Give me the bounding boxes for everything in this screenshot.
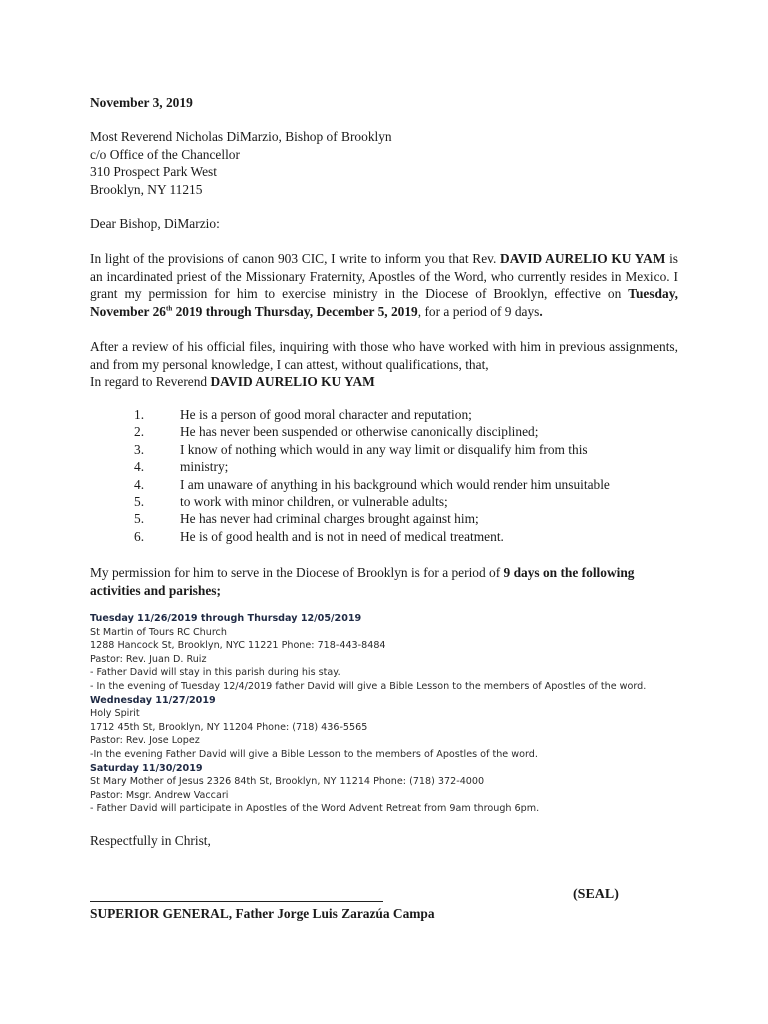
recipient-line: Brooklyn, NY 11215: [90, 181, 203, 197]
recipient-line: c/o Office of the Chancellor: [90, 146, 240, 162]
schedule-line: 1712 45th St, Brooklyn, NY 11204 Phone: (718) 436-5565: [90, 721, 368, 733]
paragraph-schedule-intro: [90, 564, 678, 599]
list-item: [90, 476, 678, 493]
schedule-line: Pastor: Rev. Juan D. Ruiz: [90, 653, 207, 665]
priest-name: DAVID AURELIO KU YAM: [500, 251, 666, 266]
attestation-regard: [90, 373, 678, 391]
letter-date: November 3, 2019: [90, 95, 193, 110]
priest-name: DAVID AURELIO KU YAM: [210, 374, 375, 389]
list-item: [90, 406, 678, 423]
list-item-number: 5.: [134, 511, 145, 527]
list-item: [90, 493, 678, 510]
paragraph-text: In light of the provisions of canon 903 CIC, I write to inform you that Rev.: [90, 251, 501, 266]
paragraph-permission: [90, 250, 678, 320]
list-item-text: I know of nothing which would in any way limit or disqualify him from this: [180, 441, 588, 457]
attestation-text: After a review of his official files, inquiring with those who have worked with him in previous assignments, and from my personal knowledge, I can attest, without qualifications, that,: [90, 339, 678, 372]
attestation-list: [90, 406, 678, 545]
list-item-number: 2.: [134, 424, 145, 440]
paragraph-text: My permission for him to serve in the Diocese of Brooklyn is for a period of: [90, 565, 504, 580]
recipient-address: [90, 128, 678, 198]
list-item-number: 5.: [134, 493, 145, 509]
schedule-line: -In the evening Father David will give a Bible Lesson to the members of Apostles of the word.: [90, 748, 538, 760]
schedule-list: [90, 612, 690, 816]
seal-label: (SEAL): [573, 887, 619, 902]
list-item-number: 6.: [134, 528, 145, 544]
paragraph-attestation: [90, 338, 678, 391]
schedule-line: Holy Spirit: [90, 708, 140, 720]
schedule-line: St Mary Mother of Jesus 2326 84th St, Brooklyn, NY 11214 Phone: (718) 372-4000: [90, 776, 485, 788]
schedule-date-heading: Wednesday 11/27/2019: [90, 694, 216, 706]
list-item: [90, 528, 678, 545]
date-superscript: th: [166, 304, 173, 313]
schedule-line: St Martin of Tours RC Church: [90, 626, 227, 638]
list-item: [90, 441, 678, 458]
paragraph-text: is an incardinated priest of the Missionary Fraternity, Apostles of the Word, who currently resides in Mexico. I grant my permission for him to exercise ministry in the Diocese of Brooklyn, effective on: [90, 251, 678, 301]
schedule-line: - In the evening of Tuesday 12/4/2019 father David will give a Bible Lesson to the members of Apostles of the word.: [90, 680, 647, 692]
schedule-line: - Father David will participate in Apostles of the Word Advent Retreat from 9am through 6pm.: [90, 803, 540, 815]
schedule-line: 1288 Hancock St, Brooklyn, NYC 11221 Phone: 718-443-8484: [90, 640, 386, 652]
list-item-text: He is of good health and is not in need of medical treatment.: [180, 528, 504, 544]
list-item-text: I am unaware of anything in his background which would render him unsuitable: [180, 476, 610, 492]
list-item-number: 4.: [134, 459, 145, 475]
list-item: [90, 510, 678, 527]
list-item-number: 3.: [134, 441, 145, 457]
list-item-text: He has never had criminal charges brought against him;: [180, 511, 479, 527]
schedule-date-heading: Saturday 11/30/2019: [90, 762, 203, 774]
list-item-text: He is a person of good moral character and reputation;: [180, 407, 472, 422]
paragraph-bold-text: 9 days on the following activities and parishes;: [90, 565, 635, 598]
salutation: Dear Bishop, DiMarzio:: [90, 216, 220, 231]
list-item: [90, 458, 678, 475]
schedule-line: - Father David will stay in this parish during his stay.: [90, 667, 341, 679]
end-date: 2019 through Thursday, December 5, 2019: [172, 303, 418, 319]
schedule-line: Pastor: Rev. Jose Lopez: [90, 735, 200, 747]
closing: Respectfully in Christ,: [90, 833, 211, 848]
signature-name: SUPERIOR GENERAL, Father Jorge Luis Zarazúa Campa: [90, 906, 435, 921]
list-item-number: 1.: [134, 407, 145, 422]
list-item-text: ministry;: [180, 459, 229, 475]
list-item: [90, 423, 678, 440]
list-item-number: 4.: [134, 476, 145, 492]
list-item-text: He has never been suspended or otherwise canonically disciplined;: [180, 424, 539, 440]
list-item-text: to work with minor children, or vulnerable adults;: [180, 493, 448, 509]
paragraph-text: , for a period of 9 days: [417, 303, 540, 319]
start-date: Tuesday, November 26: [90, 286, 678, 319]
paragraph-text: .: [539, 303, 543, 319]
recipient-line: Most Reverend Nicholas DiMarzio, Bishop of Brooklyn: [90, 129, 392, 144]
recipient-line: 310 Prospect Park West: [90, 164, 217, 179]
schedule-date-heading: Tuesday 11/26/2019 through Thursday 12/05/2019: [90, 613, 362, 624]
signature-line: [90, 901, 383, 902]
paragraph-text: In regard to Reverend: [90, 374, 211, 389]
schedule-line: Pastor: Msgr. Andrew Vaccari: [90, 789, 229, 801]
